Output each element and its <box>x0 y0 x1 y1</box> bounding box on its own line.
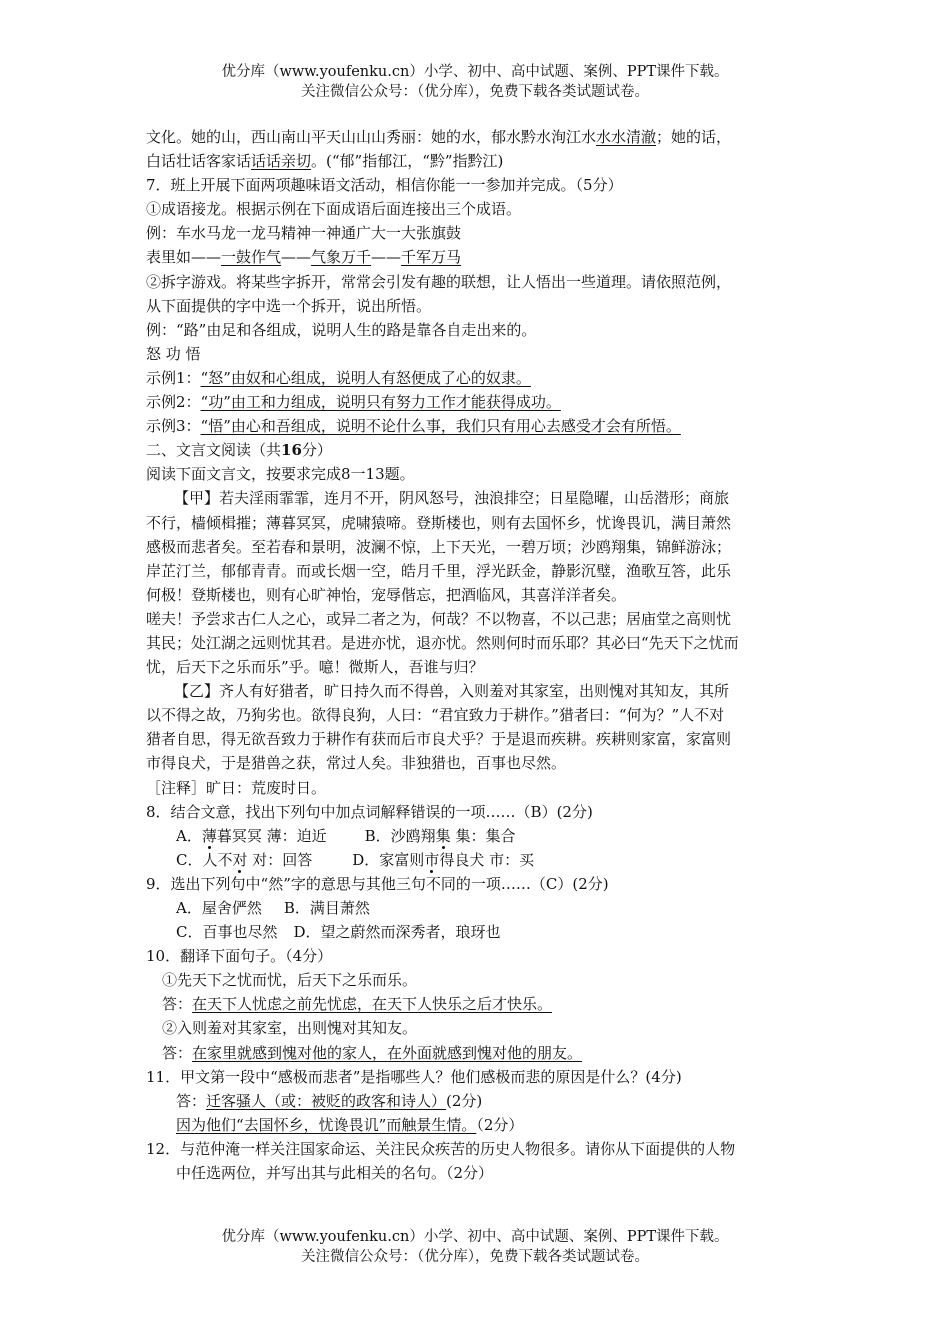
character-options: 怒 功 悟 <box>146 344 201 363</box>
option-d: D．家富则市得良犬 市：买 <box>352 850 535 869</box>
question-7-part-1: ①成语接龙。根据示例在下面成语后面连接出三个成语。 <box>146 200 522 219</box>
section-2-title: 二、文言文阅读（共16分） <box>146 441 332 460</box>
passage-yi-line: 市得良犬，于是猎兽之获，常过人矣。非独猎也，百事也尽然。 <box>146 754 567 773</box>
passage-yi-line: 以不得之故，乃狗劣也。欲得良狗，人曰：“君宜致力于耕作。”猎者曰：“何为？”人不对 <box>146 706 725 725</box>
question-9-title: 9．选出下列句中“然”字的意思与其他三句不同的一项……（C）(2分) <box>146 874 609 893</box>
question-10-answer-2: 答：在家里就感到愧对他的家人，在外面就感到愧对他的朋友。 <box>162 1043 583 1062</box>
question-12-title: 12．与范仲淹一样关注国家命运、关注民众疾苦的历史人物很多。请你从下面提供的人物 <box>146 1139 736 1158</box>
question-10-title: 10．翻译下面句子。（4分） <box>146 947 333 966</box>
passage-jia-line: 嗟夫！予尝求古仁人之心，或异二者之为，何哉？不以物喜，不以己悲；居庙堂之高则忧 <box>146 609 732 628</box>
question-7-example: 例：车水马龙一龙马精神一神通广大一大张旗鼓 <box>146 224 462 243</box>
passage-yi-line: 【乙】齐人有好猎者，旷日持久而不得兽，入则羞对其家室，出则愧对其知友，其所 <box>174 682 730 701</box>
passage-jia-line: 其民；处江湖之远则忧其君。是进亦忧，退亦忧。然则何时而乐耶？其必曰“先天下之忧而 <box>146 633 739 652</box>
option-a: A．薄暮冥冥 薄：迫近 <box>176 826 327 845</box>
intro-line: 白话壮话客家话话话亲切。(“郁”指郁江，“黔”指黔江) <box>146 152 504 171</box>
idiom-chain-answer: 表里如——一鼓作气——气象万千——千军万马 <box>146 248 462 267</box>
intro-line: 文化。她的山，西山南山平天山山山秀丽：她的水，郁水黔水洵江水水水清澈；她的话， <box>146 128 732 146</box>
passage-jia-line: 【甲】若夫淫雨霏霏，连月不开，阴风怒号，浊浪排空；日星隐曜，山岳潜形；商旅 <box>174 489 730 508</box>
passage-jia-line: 感极而悲者矣。至若春和景明，波澜不惊，上下天光，一碧万顷；沙鸥翔集，锦鲜游泳； <box>146 537 732 556</box>
page-footer <box>0 1227 950 1267</box>
passage-yi-line: 猎者自思，得无欲吾致力于耕作有获而后市良犬乎？于是退而疾耕。疾耕则家富，家富则 <box>146 730 732 749</box>
footer-line-2: 关注微信公众号：（优分库），免费下载各类试题试卷。 <box>301 1249 649 1265</box>
question-8-options-ab <box>146 824 811 848</box>
header-line-1: 优分库（www.youfenku.cn）小学、初中、高中试题、案例、PPT课件下载。 <box>221 64 729 80</box>
option-c: C．百事也尽然 <box>176 923 278 942</box>
question-8-title: 8．结合文意，找出下列句中加点词解释错误的一项……（B）(2分) <box>146 802 593 821</box>
question-7-part-2: ②拆字游戏。将某些字拆开，常常会引发有趣的联想，让人悟出一些道理。请依照范例， <box>146 272 732 291</box>
question-9-options-ab <box>146 896 811 920</box>
passage-jia-line: 不行，樯倾楫摧；薄暮冥冥，虎啸猿啼。登斯楼也，则有去国怀乡，忧谗畏讥，满目萧然 <box>146 513 732 532</box>
option-c: C．人不对 对：回答 <box>176 850 313 869</box>
question-11-answer-2: 因为他们“去国怀乡，忧谗畏讥”而触景生情。（2分） <box>176 1115 524 1134</box>
question-10-answer-1: 答：在天下人忧虑之前先忧虑，在天下人快乐之后才快乐。 <box>162 995 553 1014</box>
passage-jia-line: 忧，后天下之乐而乐”乎。噫！微斯人，吾谁与归？ <box>146 658 484 677</box>
question-11-answer-1: 答：迁客骚人（或：被贬的政客和诗人）(2分) <box>176 1091 483 1110</box>
footer-line-1: 优分库（www.youfenku.cn）小学、初中、高中试题、案例、PPT课件下载。 <box>221 1229 729 1245</box>
question-12-title-cont: 中任选两位，并写出其与此相关的名句。（2分） <box>176 1164 494 1183</box>
question-11-title: 11．甲文第一段中“感极而悲者”是指哪些人？他们感极而悲的原因是什么？(4分) <box>146 1067 682 1086</box>
passage-jia-line: 何极！登斯楼也，则有心旷神怡，宠辱偕忘，把酒临风，其喜洋洋者矣。 <box>146 585 627 604</box>
option-b: B．沙鸥翔集 集：集合 <box>364 826 516 845</box>
section-2-instruction: 阅读下面文言文，按要求完成8一13题。 <box>146 465 415 484</box>
sample-answer-2: 示例2：“功”由工和力组成，说明只有努力工作才能获得成功。 <box>146 393 561 412</box>
question-10-sentence-2: ②入则羞对其家室，出则愧对其知友。 <box>162 1019 418 1038</box>
question-7-example-2: 例：“路”由足和各组成，说明人生的路是靠各自走出来的。 <box>146 320 537 339</box>
sample-answer-1: 示例1：“怒”由奴和心组成，说明人有怒便成了心的奴隶。 <box>146 368 531 387</box>
option-d: D．望之蔚然而深秀者，琅玡也 <box>293 923 501 942</box>
document-body <box>146 125 811 1185</box>
question-7-part-2-cont: 从下面提供的字中选一个拆开，说出所悟。 <box>146 296 432 315</box>
option-a: A．屋舍俨然 <box>176 899 262 917</box>
passage-note: ［注释］旷日：荒废时日。 <box>146 778 327 797</box>
question-9-options-cd <box>146 920 811 944</box>
page-header <box>0 62 950 102</box>
option-b: B．满目萧然 <box>283 899 370 917</box>
question-7-title: 7．班上开展下面两项趣味语文活动，相信你能一一参加并完成。（5分） <box>146 176 623 195</box>
question-10-sentence-1: ①先天下之忧而忧，后天下之乐而乐。 <box>162 971 418 990</box>
header-line-2: 关注微信公众号：（优分库），免费下载各类试题试卷。 <box>301 84 649 100</box>
passage-jia-line: 岸芷汀兰，郁郁青青。而或长烟一空，皓月千里，浮光跃金，静影沉璧，渔歌互答，此乐 <box>146 561 732 580</box>
sample-answer-3: 示例3：“悟”由心和吾组成，说明不论什么事，我们只有用心去感受才会有所悟。 <box>146 417 681 436</box>
question-8-options-cd <box>146 848 811 872</box>
